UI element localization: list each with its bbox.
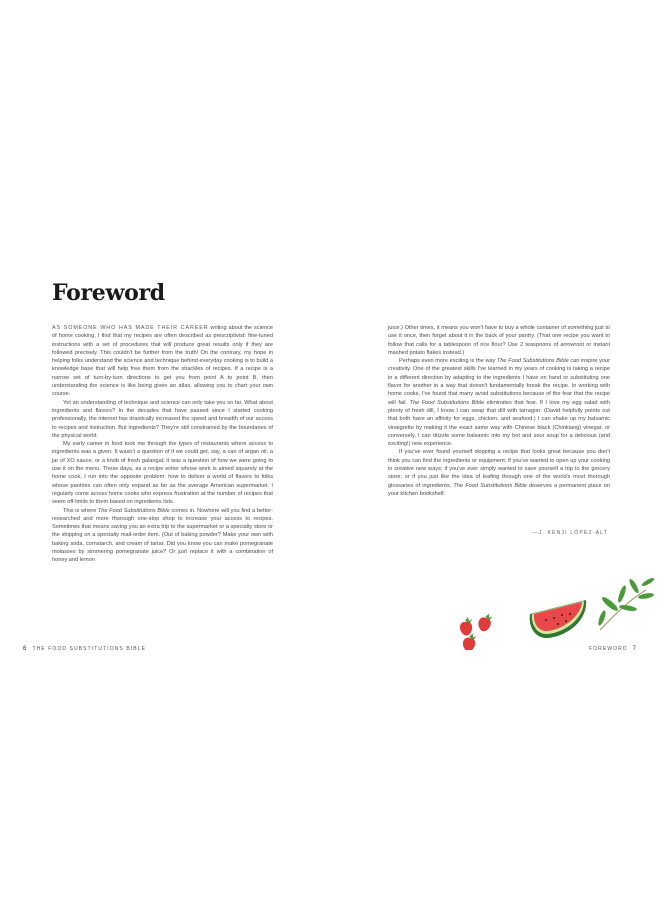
paragraph: My early career in food took me through the types of restaurants where access to ingredients was a given. It wasn't a question of if we could get, say, a can of argan oil, a jar of XO sauce, or a knob of fresh galangal; it was a question of how we were going to use it on the menu. These days, as a recipe writer whose work is aimed squarely at the home cook, I run into the opposite problem: how to deliver a world of flavors to folks whose pantries can often only expand as far as the average American supermarket. I regularly come across home cooks who express frustration at the number of recipes that seem off-limits to them based on ingredients lists. xyxy=(52,441,273,506)
page-number: 6 xyxy=(23,646,28,652)
paragraph: AS SOMEONE WHO HAS MADE THEIR CAREER writing about the science of home cooking, I find that my recipes are often described as prescriptivist: fine-tuned instructions with a set of procedures that will produce great results only if they are followed precisely. This couldn't be further from the truth! On the contrary, my hope in helping folks understand the science and technique behind everyday cooking is to build a knowledge base that will help free them from the shackles of recipes. If a recipe is a narrow set of turn-by-turn directions to get you from point A to point B, then understanding the science is like being given an atlas, allowing you to chart your own course. xyxy=(52,325,273,398)
paragraph: Perhaps even more exciting is the way The Food Substitutions Bible can inspire your creativity. One of the greatest skills I've learned in my years of cooking is taking a recipe in a different direction by adapting to the ingredients I have on hand or substituting one flavor for another in a way that doesn't fundamentally break the recipe. In working with home cooks, I've found that many avoid substitutions because of the fear that the recipe will fail. The Food Substitutions Bible eliminates that fear. If I love my egg salad with plenty of fresh dill, I know I can swap that dill with tarragon. (David helpfully points out that both have an affinity for eggs, chicken, and seafood.) I can shake up my balsamic vinaigrette by making it the exact same way with Chinese black (Chinkiang) vinegar, or conversely, I can drizzle some balsamic into my hot and sour soup for a delicious (and exciting!) new experience. xyxy=(388,358,610,448)
book-title: The Food Substitutions Bible xyxy=(409,399,485,406)
running-head: THE FOOD SUBSTITUTIONS BIBLE xyxy=(32,646,147,652)
book-title: The Food Substitutions Bible xyxy=(453,482,527,489)
paragraph: This is where The Food Substitutions Bible comes in. Nowhere will you find a better-researched and more thorough one-stop shop to increase your access to recipes. Sometimes that means saving you an extra trip to the supermarket or a specialty store or the shipping on a specialty mail-order item. (Out of baking powder? Make your own with baking soda, cornstarch, and cream of tartar. Did you know you can make pomegranate molasses by simmering pomegranate juice? Or just replace it with a combination of honey and lemon xyxy=(52,507,273,564)
book-title: The Food Substitutions Bible xyxy=(97,507,170,514)
right-column-text xyxy=(388,324,610,498)
left-column-text xyxy=(52,324,273,565)
right-page xyxy=(330,0,660,900)
herb-sprig-icon xyxy=(597,577,655,630)
watermelon-slice-icon xyxy=(530,600,586,638)
folio-right xyxy=(589,646,642,652)
strawberry-icon xyxy=(477,612,494,633)
lead-in: AS SOMEONE WHO HAS MADE THEIR CAREER xyxy=(52,325,209,331)
strawberry-icon xyxy=(460,617,472,636)
attribution: —J. KENJI LÓPEZ-ALT xyxy=(532,530,608,536)
paragraph: juice.) Other times, it means you won't have to buy a whole container of something just to use it once, then forget about it in the back of your pantry. (That one recipe you want to follow that calls for a tablespoon of rice flour? Use 2 teaspoons of arrowroot or instant mashed potato flakes instead.) xyxy=(388,325,610,356)
paragraph: Yet an understanding of technique and science can only take you so far. What about ingredients and flavors? In the decades that have passed since I started cooking professionally, the internet has drastically increased the speed and breadth of our access to recipes and instruction. But ingredients? They're still constrained by the boundaries of the physical world. xyxy=(52,399,273,439)
page-title: Foreword xyxy=(52,280,165,306)
running-head: FOREWORD xyxy=(589,646,628,652)
page-number: 7 xyxy=(632,646,637,652)
book-title: The Food Substitutions Bible xyxy=(496,358,569,365)
fruit-illustration xyxy=(450,560,660,650)
folio-left xyxy=(18,646,146,652)
paragraph: If you've ever found yourself skipping a recipe that looks great because you don't think you can find the ingredients or equipment; if you've wanted to open up your cooking in creative new ways; if you've ever simply wanted to save yourself a trip to the grocery store; or if you just like the idea of leafing through one of the world's most thorough glossaries of ingredients, The Food Substitutions Bible deserves a permanent place on your kitchen bookshelf. xyxy=(388,449,610,497)
